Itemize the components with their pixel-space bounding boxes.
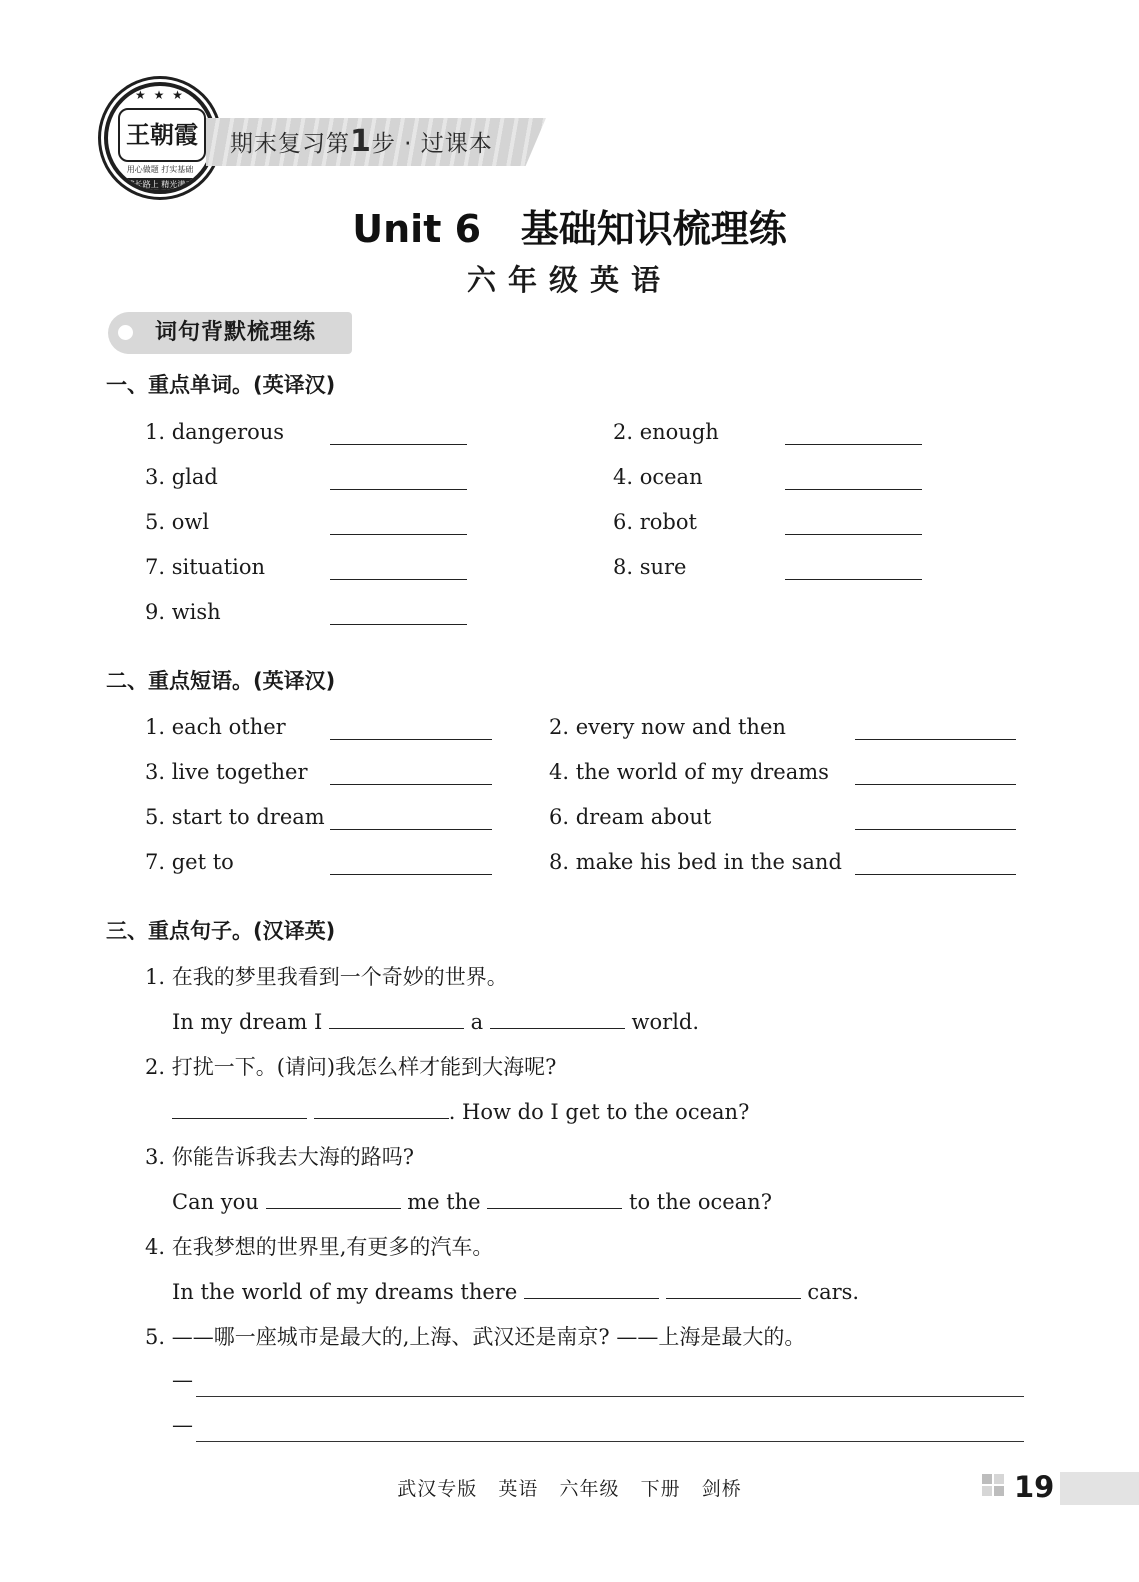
sentence-text: In my dream I <box>172 1010 323 1034</box>
answer-blank[interactable] <box>330 829 492 830</box>
answer-blank[interactable] <box>524 1278 659 1299</box>
section-3-heading: 三、重点句子。(汉译英) <box>106 919 336 943</box>
answer-blank[interactable] <box>330 784 492 785</box>
answer-blank[interactable] <box>855 874 1016 875</box>
banner-pre: 期末复习第 <box>230 131 350 157</box>
logo-stars: ★ ★ ★ ★ ★ <box>116 88 204 102</box>
phrase-item: 2. every now and then <box>549 715 786 739</box>
phrase-item: 3. live together <box>145 760 308 784</box>
sentence-text: me the <box>407 1190 481 1214</box>
sentence-3-chinese: 3. 你能告诉我去大海的路吗? <box>145 1145 414 1169</box>
word-item: 6. robot <box>613 510 697 534</box>
page-number: 19 <box>1014 1470 1055 1504</box>
answer-blank[interactable] <box>266 1188 401 1209</box>
phrase-item: 1. each other <box>145 715 286 739</box>
answer-blank[interactable] <box>330 534 467 535</box>
sentence-3-english <box>172 1187 772 1217</box>
sentence-text: to the ocean? <box>629 1190 772 1214</box>
answer-blank[interactable] <box>330 489 467 490</box>
sentence-text: In the world of my dreams there <box>172 1280 518 1304</box>
word-item: 8. sure <box>613 555 687 579</box>
banner-post: 步 · 过课本 <box>371 131 493 157</box>
answer-blank[interactable] <box>785 444 922 445</box>
dialogue-dash: — <box>172 1368 193 1392</box>
sentence-2-english <box>172 1097 749 1127</box>
sentence-1-chinese: 1. 在我的梦里我看到一个奇妙的世界。 <box>145 965 508 989</box>
sentence-text: a <box>470 1010 484 1034</box>
sentence-text: world. <box>631 1010 700 1034</box>
sentence-2-chinese: 2. 打扰一下。(请问)我怎么样才能到大海呢? <box>145 1055 557 1079</box>
section-tag-label: 词句背默梳理练 <box>155 320 317 345</box>
answer-blank[interactable] <box>330 874 492 875</box>
tag-hole-icon <box>118 325 133 340</box>
answer-blank[interactable] <box>487 1188 622 1209</box>
answer-blank[interactable] <box>172 1098 307 1119</box>
answer-line[interactable] <box>196 1396 1024 1397</box>
sentence-text: . How do I get to the ocean? <box>448 1100 750 1124</box>
answer-blank[interactable] <box>785 534 922 535</box>
banner-step-number: 1 <box>350 124 372 159</box>
logo-ribbon: 成长路上 精光满天 <box>122 178 198 192</box>
answer-blank[interactable] <box>855 829 1016 830</box>
answer-blank[interactable] <box>785 489 922 490</box>
sentence-1-english <box>172 1007 699 1037</box>
answer-blank[interactable] <box>314 1098 449 1119</box>
logo-name: 王朝霞 <box>118 108 206 162</box>
answer-blank[interactable] <box>490 1008 625 1029</box>
word-item: 2. enough <box>613 420 719 444</box>
answer-blank[interactable] <box>666 1278 801 1299</box>
publisher-logo <box>104 82 216 194</box>
answer-blank[interactable] <box>330 624 467 625</box>
section-2-heading: 二、重点短语。(英译汉) <box>106 669 336 693</box>
sentence-5-chinese: 5. ——哪一座城市是最大的,上海、武汉还是南京? ——上海是最大的。 <box>145 1325 806 1349</box>
phrase-item: 5. start to dream <box>145 805 325 829</box>
footer-info: 武汉专版 英语 六年级 下册 剑桥 <box>397 1478 742 1500</box>
answer-blank[interactable] <box>855 784 1016 785</box>
phrase-item: 8. make his bed in the sand <box>549 850 842 874</box>
phrase-item: 7. get to <box>145 850 234 874</box>
dialogue-dash: — <box>172 1413 193 1437</box>
answer-blank[interactable] <box>330 444 467 445</box>
answer-blank[interactable] <box>329 1008 464 1029</box>
word-item: 4. ocean <box>613 465 703 489</box>
phrase-item: 4. the world of my dreams <box>549 760 829 784</box>
answer-blank[interactable] <box>330 739 492 740</box>
page-subtitle: 六年级英语 <box>466 263 672 297</box>
logo-subtext: 用心做题 打实基础 <box>126 165 194 174</box>
answer-line[interactable] <box>196 1441 1024 1442</box>
word-item: 3. glad <box>145 465 218 489</box>
sentence-text: cars. <box>807 1280 860 1304</box>
sentence-4-chinese: 4. 在我梦想的世界里,有更多的汽车。 <box>145 1235 494 1259</box>
phrase-item: 6. dream about <box>549 805 712 829</box>
page-number-bar <box>1060 1472 1139 1505</box>
word-item: 9. wish <box>145 600 221 624</box>
answer-blank[interactable] <box>330 579 467 580</box>
banner-text <box>230 124 493 160</box>
sentence-text: Can you <box>172 1190 259 1214</box>
page-decoration <box>982 1474 1012 1504</box>
page-title: Unit 6 基础知识梳理练 <box>352 207 787 251</box>
answer-blank[interactable] <box>785 579 922 580</box>
word-item: 1. dangerous <box>145 420 285 444</box>
answer-blank[interactable] <box>855 739 1016 740</box>
sentence-4-english <box>172 1277 859 1307</box>
section-1-heading: 一、重点单词。(英译汉) <box>106 373 336 397</box>
word-item: 5. owl <box>145 510 210 534</box>
word-item: 7. situation <box>145 555 266 579</box>
